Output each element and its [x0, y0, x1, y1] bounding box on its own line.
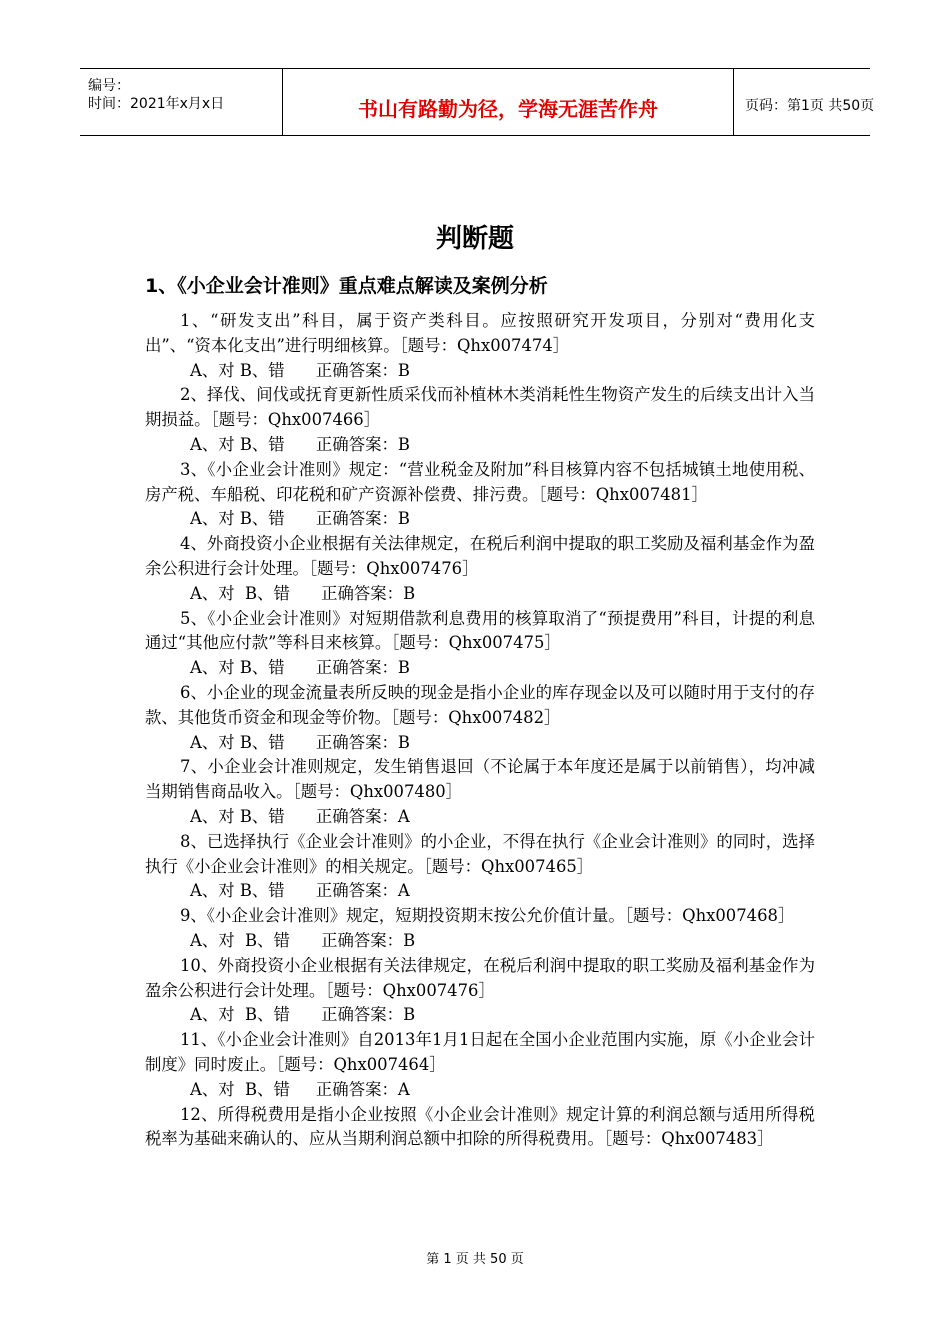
- question-answer: A、对 B、错 正确答案：B: [190, 1005, 416, 1025]
- question-list: [145, 309, 815, 1152]
- question-text: 1、“研发支出”科目，属于资产类科目。应按照研究开发项目，分别对“费用化支出”、“资本化支出”进行明细核算。［题号：Qhx007474］: [145, 311, 815, 355]
- question-text: 5、《小企业会计准则》对短期借款利息费用的核算取消了“预提费用”科目，计提的利息通过“其他应付款”等科目来核算。［题号：Qhx007475］: [145, 608, 815, 653]
- question-answer: A、对 B、错 正确答案：B: [190, 658, 410, 678]
- section-title: 1、《小企业会计准则》重点难点解读及案例分析: [145, 275, 548, 297]
- motto: 书山有路勤为径，学海无涯苦作舟: [358, 97, 658, 121]
- question-answer: A、对 B、错 正确答案：A: [190, 1079, 410, 1099]
- question-text: 11、《小企业会计准则》自2013年1月1日起在全国小企业范围内实施，原《小企业会计制度》同时废止。［题号：Qhx007464］: [145, 1030, 815, 1074]
- question-text: 8、已选择执行《企业会计准则》的小企业，不得在执行《企业会计准则》的同时，选择执行《小企业会计准则》的相关规定。［题号：Qhx007465］: [145, 831, 815, 876]
- question-text: 6、小企业的现金流量表所反映的现金是指小企业的库存现金以及可以随时用于支付的存款、其他货币资金和现金等价物。［题号：Qhx007482］: [145, 682, 815, 727]
- question-text: 3、《小企业会计准则》规定：“营业税金及附加”科目核算内容不包括城镇土地使用税、房产税、车船税、印花税和矿产资源补偿费、排污费。［题号：Qhx007481］: [145, 459, 815, 504]
- question-text: 9、《小企业会计准则》规定，短期投资期末按公允价值计量。［题号：Qhx007468］: [180, 906, 795, 926]
- question-answer: A、对 B、错 正确答案：B: [190, 509, 410, 529]
- question-answer: A、对 B、错 正确答案：B: [190, 434, 410, 454]
- question-text: 12、所得税费用是指小企业按照《小企业会计准则》规定计算的利润总额与适用所得税税率为基础来确认的、应从当期利润总额中扣除的所得税费用。［题号：Qhx007483］: [145, 1104, 815, 1149]
- question-answer: A、对 B、错 正确答案：A: [190, 881, 410, 901]
- document-title: 判断题: [435, 224, 514, 254]
- date-label: 时间：2021年x月x日: [88, 96, 225, 112]
- question-text: 4、外商投资小企业根据有关法律规定，在税后利润中提取的职工奖励及福利基金作为盈余公积进行会计处理。［题号：Qhx007476］: [145, 534, 815, 578]
- page-footer: 第 1 页 共 50 页: [426, 1252, 524, 1267]
- header-motto-cell: [282, 69, 734, 135]
- header-page-cell: [733, 69, 875, 135]
- number-label: 编号：: [88, 78, 130, 94]
- question-text: 7、小企业会计准则规定，发生销售退回（不论属于本年度还是属于以前销售），均冲减当期销售商品收入。［题号：Qhx007480］: [145, 757, 815, 802]
- question-answer: A、对 B、错 正确答案：B: [190, 583, 416, 603]
- question-answer: A、对 B、错 正确答案：B: [190, 732, 410, 752]
- question-answer: A、对 B、错 正确答案：A: [190, 806, 410, 826]
- page-header: [80, 68, 875, 136]
- question-text: 2、择伐、间伐或抚育更新性质采伐而补植林木类消耗性生物资产发生的后续支出计入当期损益。［题号：Qhx007466］: [145, 385, 815, 430]
- question-text: 10、外商投资小企业根据有关法律规定，在税后利润中提取的职工奖励及福利基金作为盈余公积进行会计处理。［题号：Qhx007476］: [145, 955, 815, 1000]
- page-info: 页码：第1页 共50页: [745, 98, 875, 114]
- header-meta: [80, 69, 282, 135]
- question-answer: A、对 B、错 正确答案：B: [190, 360, 410, 380]
- question-answer: A、对 B、错 正确答案：B: [190, 930, 416, 950]
